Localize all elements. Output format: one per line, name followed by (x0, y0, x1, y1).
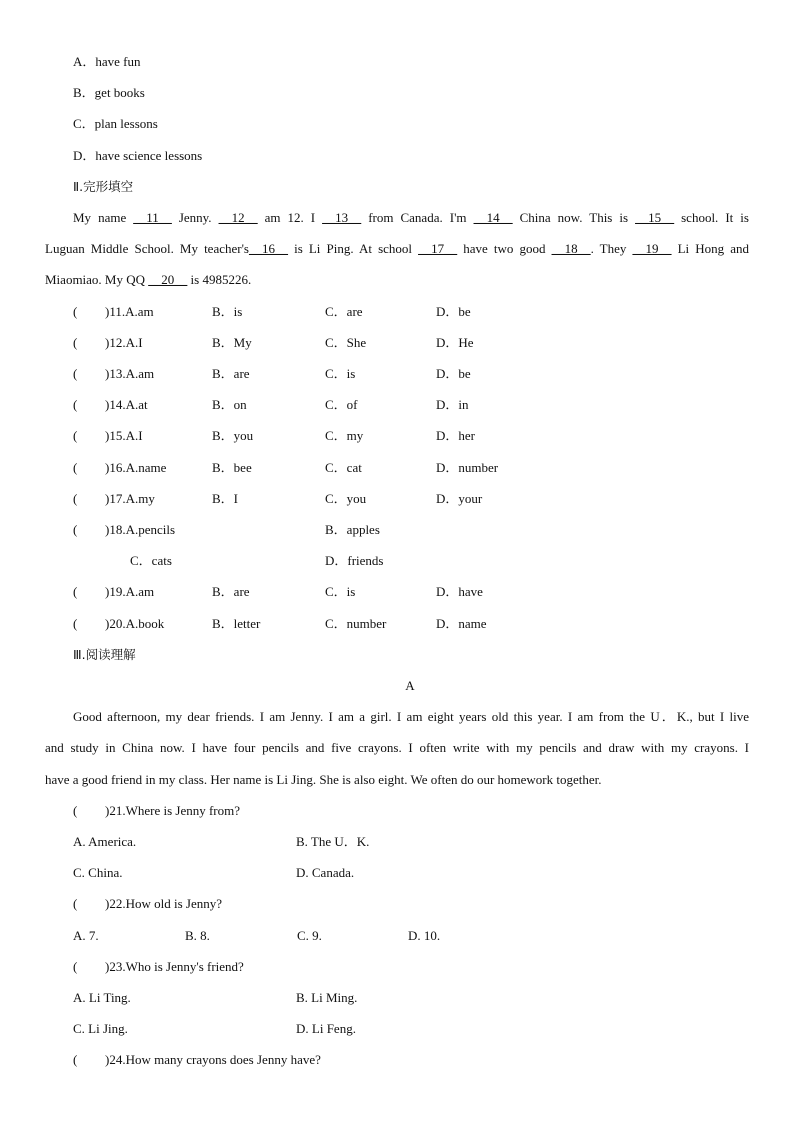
cloze-line-2: Luguan Middle School. My teacher's__16__ is Li Ping. At school __17__ have two good __18__. They __19__ Li Hong and (45, 241, 749, 256)
passage-line-1: Good afternoon, my dear friends. I am Jenny. I am a girl. I am eight years old this year. I am from the U．K., but I live (73, 709, 749, 724)
cloze-line-3: Miaomiao. My QQ __20__ is 4985226. (45, 272, 252, 287)
cloze-line-1: My name __11__ Jenny. __12__ am 12. I __13__ from Canada. I'm __14__ China now. This is __15__ school. It is (73, 210, 749, 225)
blank-14: __14__ (473, 210, 513, 225)
option-c: C．plan lessons (73, 116, 158, 131)
exam-page: A．have fun B．get books C．plan lessons D．have science lessons Ⅱ.完形填空 My name __11__ Jenny. __12__ am 12. I __13__ from Canada. I'm __14__ China now. This is __15__ school. It is Luguan Middle School. My teacher's__16__ is Li Ping. At school __17__ have two good __18__. They __19__ Li Hong and Miaomiao. My QQ __20__ is 4985226. ( )11.A.am B．is C．are D．be ( )12.A.I B．My C．She D．He ( )13.A.am B．are C．is D．be ( )14.A.at B．on C．of D．in ( )15.A.I B．you C．my D．her ( )16.A.name B．bee C．cat D．number ( )17.A.my B．I C．you D．your ( )18.A.pencils B．apples C．cats D．friends ( )19.A.am B．are C．is D．have ( )20.A.book B．letter C．number D．name Ⅲ.阅读理解 A Good afternoon, my dear friends. I am Jenny. I am a girl. I am eight years old this year. I am from the U．K., but I live and study in China now. I have four pencils and five crayons. I often write with my pencils and draw with my crayons. I have a good friend in my class. Her name is Li Jing. She is also eight. We often do our homework together. ( )21.Where is Jenny from? A. America. B. The U．K. C. China. D. Canada. ( )22.How old is Jenny? A. 7. B. 8. C. 9. D. 10. ( )23.Who is Jenny's friend? A. Li Ting. B. Li Ming. C. Li Jing. D. Li Feng. ( )24.How many crayons does Jenny have? (0, 0, 794, 1123)
blank-12: __12__ (218, 210, 258, 225)
passage-line-3: have a good friend in my class. Her name is Li Jing. She is also eight. We often do our homework together. (45, 772, 602, 787)
option-b: B．get books (73, 85, 145, 100)
blank-16: __16__ (249, 241, 288, 256)
blank-13: __13__ (322, 210, 362, 225)
section-2-heading: Ⅱ.完形填空 (73, 179, 134, 194)
blank-19: __19__ (632, 241, 672, 256)
blank-20: __20__ (148, 272, 188, 287)
blank-17: __17__ (418, 241, 458, 256)
passage-title: A (405, 678, 415, 693)
option-d: D．have science lessons (73, 148, 203, 163)
blank-11: __11__ (133, 210, 172, 225)
passage-line-2: and study in China now. I have four pencils and five crayons. I often write with my pencils and draw with my crayons. I (45, 740, 749, 755)
blank-18: __18__ (551, 241, 591, 256)
blank-15: __15__ (635, 210, 675, 225)
section-3-heading: Ⅲ.阅读理解 (73, 647, 136, 662)
option-a: A．have fun (73, 54, 141, 69)
